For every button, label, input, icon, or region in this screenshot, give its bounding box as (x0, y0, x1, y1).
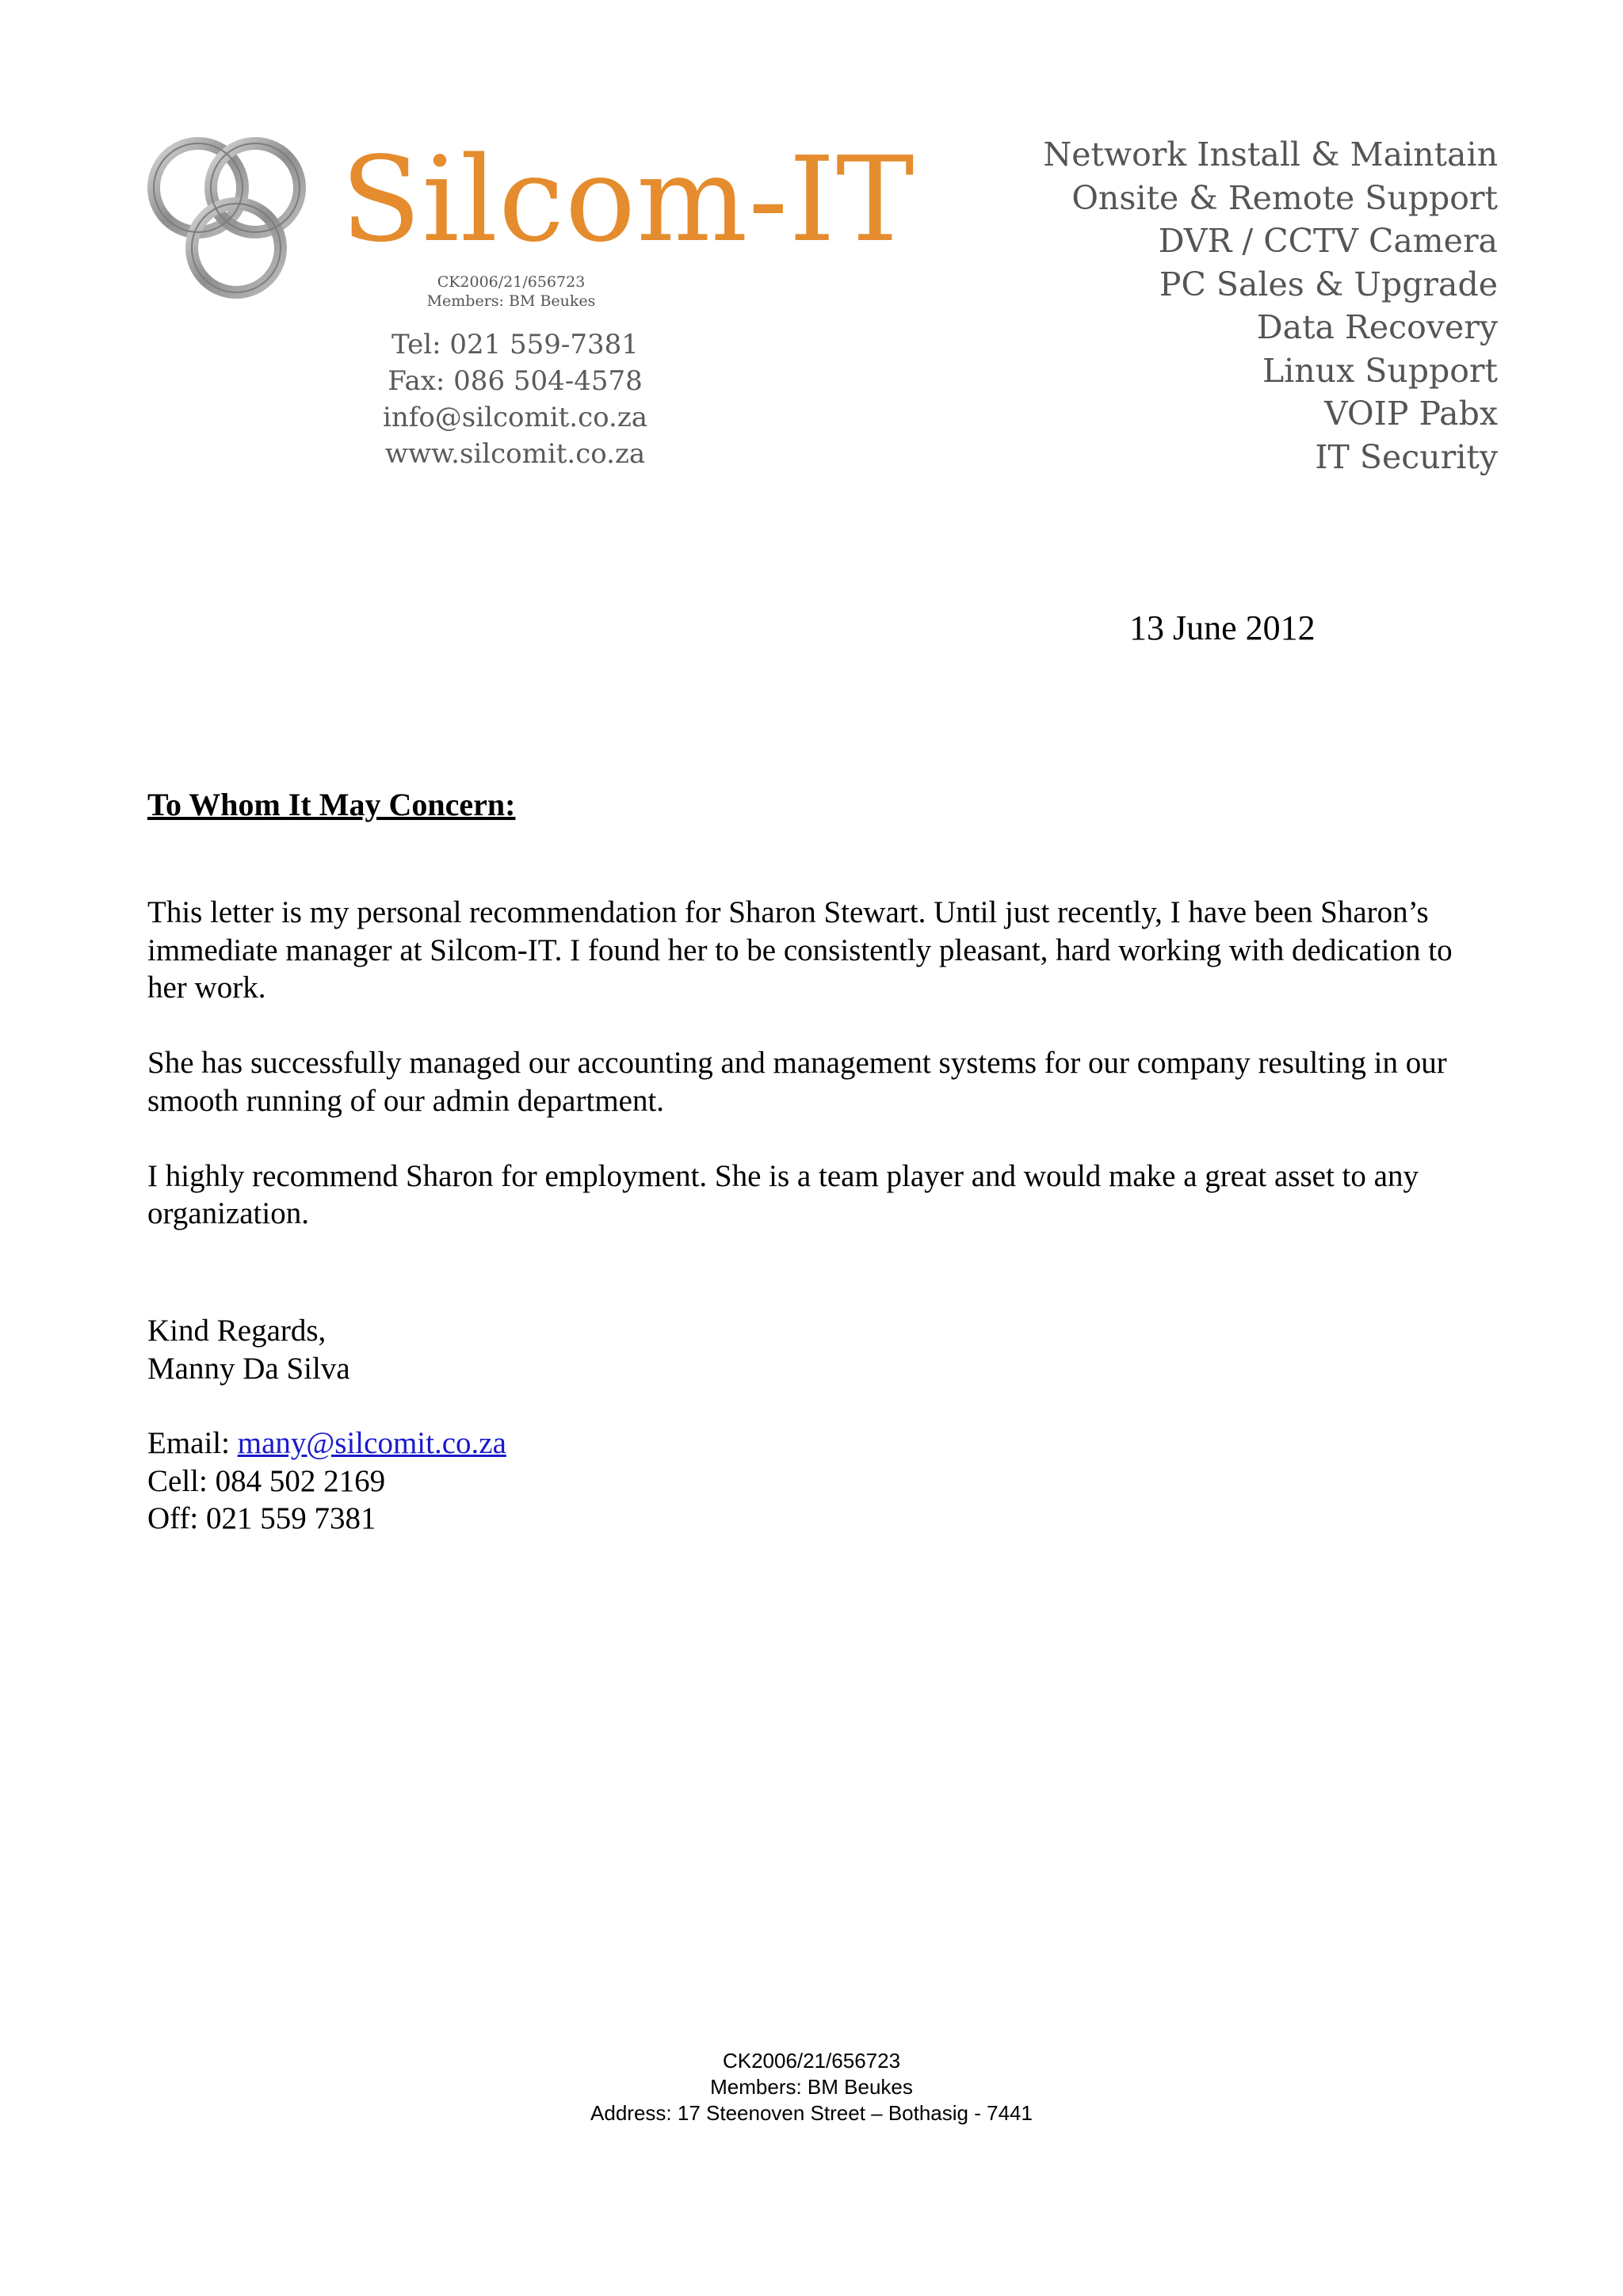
letterhead-contact-block (349, 326, 682, 472)
body-paragraph: This letter is my personal recommendation for Sharon Stewart. Until just recently, I have been Sharon’s immediate manager at Silcom-IT. I found her to be consistently pleasant, hard working with dedication to her work. (147, 895, 1453, 1005)
service-item: Data Recovery (1256, 308, 1498, 346)
signatory-contact (147, 1425, 506, 1538)
brand-members: Members: BM Beukes (426, 292, 596, 310)
service-item: IT Security (1315, 437, 1498, 476)
service-item: Linux Support (1262, 351, 1498, 390)
brand-registration-block (380, 273, 642, 311)
letterhead-fax: Fax: 086 504-4578 (388, 365, 643, 397)
service-item: Network Install & Maintain (1043, 135, 1498, 174)
footer-registration: CK2006/21/656723 (722, 2049, 901, 2073)
salutation: To Whom It May Concern: (147, 787, 516, 822)
body-paragraph: She has successfully managed our accounting and management systems for our company resulting in our smooth running of our admin department. (147, 1046, 1447, 1118)
page-footer (0, 2048, 1623, 2126)
footer-members: Members: BM Beukes (710, 2075, 913, 2099)
letter-body (147, 894, 1495, 1270)
footer-address: Address: 17 Steenoven Street – Bothasig - 7441 (590, 2101, 1033, 2125)
closing-block (147, 1312, 350, 1387)
service-item: VOIP Pabx (1324, 395, 1498, 433)
service-item: DVR / CCTV Camera (1158, 222, 1498, 260)
email-label: Email: (147, 1426, 238, 1460)
body-paragraph: I highly recommend Sharon for employment. She is a team player and would make a great asset to any organization. (147, 1158, 1419, 1230)
service-item: Onsite & Remote Support (1071, 178, 1498, 217)
signatory-name: Manny Da Silva (147, 1351, 350, 1386)
signatory-office: Off: 021 559 7381 (147, 1501, 376, 1535)
closing-phrase: Kind Regards, (147, 1314, 327, 1348)
brand-registration-number: CK2006/21/656723 (437, 273, 586, 291)
signatory-cell: Cell: 084 502 2169 (147, 1463, 386, 1498)
letter-date: 13 June 2012 (1129, 608, 1316, 647)
service-item: PC Sales & Upgrade (1159, 265, 1498, 303)
letterhead (0, 0, 1623, 507)
brand-name: Silcom-IT (341, 132, 915, 268)
interlocking-rings-logo-icon (143, 123, 325, 309)
letterhead-tel: Tel: 021 559-7381 (391, 329, 639, 360)
letterhead-website: www.silcomit.co.za (384, 438, 646, 470)
signatory-email-link[interactable]: many@silcomit.co.za (237, 1426, 506, 1460)
letterhead-email: info@silcomit.co.za (382, 402, 648, 433)
services-list (943, 133, 1498, 479)
signatory-email-line (147, 1425, 506, 1463)
